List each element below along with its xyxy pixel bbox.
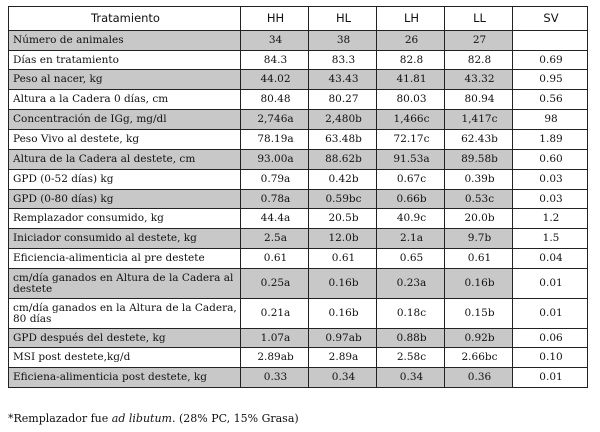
row-label: MSI post destete,kg/d xyxy=(9,348,241,368)
cell-lh: 0.34 xyxy=(377,368,445,388)
row-label: cm/día ganados en Altura de la Cadera al destete xyxy=(9,269,241,299)
cell-lh: 0.23a xyxy=(377,269,445,299)
cell-hl: 2.89a xyxy=(309,348,377,368)
cell-hh: 2,746a xyxy=(241,110,309,130)
table-row xyxy=(9,229,588,249)
cell-hh: 84.3 xyxy=(241,51,309,70)
cell-sv: 0.01 xyxy=(513,368,588,388)
cell-sv: 1.2 xyxy=(513,209,588,229)
cell-hh: 0.33 xyxy=(241,368,309,388)
cell-ll: 80.94 xyxy=(445,90,513,110)
cell-lh: 82.8 xyxy=(377,51,445,70)
row-label: Remplazador consumido, kg xyxy=(9,209,241,229)
cell-hl: 83.3 xyxy=(309,51,377,70)
cell-sv: 1.5 xyxy=(513,229,588,249)
cell-hh: 78.19a xyxy=(241,130,309,150)
header-hl: HL xyxy=(309,7,377,31)
row-label: cm/día ganados en la Altura de la Cadera, 80 días xyxy=(9,299,241,329)
table-row xyxy=(9,368,588,388)
cell-lh: 72.17c xyxy=(377,130,445,150)
table-row xyxy=(9,110,588,130)
cell-ll: 20.0b xyxy=(445,209,513,229)
table-row xyxy=(9,170,588,190)
table-row xyxy=(9,329,588,348)
results-table-container xyxy=(8,6,588,388)
header-treatment: Tratamiento xyxy=(9,7,241,31)
table-row xyxy=(9,269,588,299)
row-label: Iniciador consumido al destete, kg xyxy=(9,229,241,249)
cell-hl: 80.27 xyxy=(309,90,377,110)
footnote-italic: ad libutum xyxy=(111,412,172,425)
table-row xyxy=(9,70,588,90)
cell-sv: 0.03 xyxy=(513,170,588,190)
table-row xyxy=(9,348,588,368)
cell-hh: 0.79a xyxy=(241,170,309,190)
row-label: Peso Vivo al destete, kg xyxy=(9,130,241,150)
cell-hh: 44.4a xyxy=(241,209,309,229)
footnote-prefix: *Remplazador fue xyxy=(8,412,112,425)
cell-lh: 2.58c xyxy=(377,348,445,368)
cell-hl: 38 xyxy=(309,31,377,51)
table-row xyxy=(9,209,588,229)
cell-lh: 91.53a xyxy=(377,150,445,170)
cell-lh: 0.18c xyxy=(377,299,445,329)
cell-ll: 82.8 xyxy=(445,51,513,70)
cell-ll: 0.36 xyxy=(445,368,513,388)
cell-hl: 88.62b xyxy=(309,150,377,170)
cell-sv: 0.56 xyxy=(513,90,588,110)
table-header-row xyxy=(9,7,588,31)
cell-hh: 0.78a xyxy=(241,190,309,209)
cell-hh: 0.61 xyxy=(241,249,309,269)
cell-ll: 0.16b xyxy=(445,269,513,299)
table-row xyxy=(9,299,588,329)
row-label: Número de animales xyxy=(9,31,241,51)
row-label: Días en tratamiento xyxy=(9,51,241,70)
cell-ll: 62.43b xyxy=(445,130,513,150)
row-label: Eficiena-alimenticia post destete, kg xyxy=(9,368,241,388)
header-sv: SV xyxy=(513,7,588,31)
cell-hl: 0.16b xyxy=(309,269,377,299)
row-label: GPD después del destete, kg xyxy=(9,329,241,348)
cell-hh: 2.5a xyxy=(241,229,309,249)
row-label: Concentración de IGg, mg/dl xyxy=(9,110,241,130)
cell-sv: 0.04 xyxy=(513,249,588,269)
cell-hh: 1.07a xyxy=(241,329,309,348)
cell-hh: 80.48 xyxy=(241,90,309,110)
cell-hl: 0.16b xyxy=(309,299,377,329)
row-label: Altura a la Cadera 0 días, cm xyxy=(9,90,241,110)
cell-hl: 12.0b xyxy=(309,229,377,249)
cell-lh: 0.65 xyxy=(377,249,445,269)
row-label: Altura de la Cadera al destete, cm xyxy=(9,150,241,170)
row-label: Eficiencia-alimenticia al pre destete xyxy=(9,249,241,269)
results-table-body xyxy=(9,7,588,388)
cell-lh: 0.88b xyxy=(377,329,445,348)
table-row xyxy=(9,130,588,150)
cell-hh: 44.02 xyxy=(241,70,309,90)
cell-ll: 89.58b xyxy=(445,150,513,170)
cell-ll: 1,417c xyxy=(445,110,513,130)
cell-hh: 0.25a xyxy=(241,269,309,299)
cell-ll: 2.66bc xyxy=(445,348,513,368)
footnote xyxy=(8,412,299,425)
cell-lh: 1,466c xyxy=(377,110,445,130)
row-label: Peso al nacer, kg xyxy=(9,70,241,90)
cell-sv: 1.89 xyxy=(513,130,588,150)
cell-sv: 98 xyxy=(513,110,588,130)
row-label: GPD (0-80 días) kg xyxy=(9,190,241,209)
cell-hh: 2.89ab xyxy=(241,348,309,368)
footnote-suffix: . (28% PC, 15% Grasa) xyxy=(171,412,299,425)
cell-ll: 43.32 xyxy=(445,70,513,90)
cell-sv: 0.01 xyxy=(513,269,588,299)
cell-ll: 0.92b xyxy=(445,329,513,348)
results-table xyxy=(8,6,588,388)
cell-hh: 0.21a xyxy=(241,299,309,329)
cell-hl: 0.97ab xyxy=(309,329,377,348)
cell-ll: 0.53c xyxy=(445,190,513,209)
table-row xyxy=(9,51,588,70)
cell-hl: 63.48b xyxy=(309,130,377,150)
cell-hl: 43.43 xyxy=(309,70,377,90)
cell-ll: 0.61 xyxy=(445,249,513,269)
table-row xyxy=(9,150,588,170)
cell-lh: 80.03 xyxy=(377,90,445,110)
cell-hl: 20.5b xyxy=(309,209,377,229)
cell-ll: 0.15b xyxy=(445,299,513,329)
cell-hl: 0.61 xyxy=(309,249,377,269)
table-row xyxy=(9,249,588,269)
cell-sv xyxy=(513,31,588,51)
cell-ll: 9.7b xyxy=(445,229,513,249)
cell-sv: 0.01 xyxy=(513,299,588,329)
header-lh: LH xyxy=(377,7,445,31)
cell-sv: 0.03 xyxy=(513,190,588,209)
cell-sv: 0.95 xyxy=(513,70,588,90)
cell-hl: 2,480b xyxy=(309,110,377,130)
cell-lh: 40.9c xyxy=(377,209,445,229)
table-row xyxy=(9,31,588,51)
cell-sv: 0.60 xyxy=(513,150,588,170)
cell-hh: 93.00a xyxy=(241,150,309,170)
cell-sv: 0.06 xyxy=(513,329,588,348)
cell-hh: 34 xyxy=(241,31,309,51)
cell-lh: 0.67c xyxy=(377,170,445,190)
cell-lh: 41.81 xyxy=(377,70,445,90)
cell-ll: 0.39b xyxy=(445,170,513,190)
cell-lh: 0.66b xyxy=(377,190,445,209)
cell-hl: 0.59bc xyxy=(309,190,377,209)
table-row xyxy=(9,90,588,110)
cell-ll: 27 xyxy=(445,31,513,51)
cell-hl: 0.34 xyxy=(309,368,377,388)
cell-lh: 2.1a xyxy=(377,229,445,249)
cell-sv: 0.10 xyxy=(513,348,588,368)
row-label: GPD (0-52 días) kg xyxy=(9,170,241,190)
table-row xyxy=(9,190,588,209)
cell-hl: 0.42b xyxy=(309,170,377,190)
cell-lh: 26 xyxy=(377,31,445,51)
cell-sv: 0.69 xyxy=(513,51,588,70)
header-ll: LL xyxy=(445,7,513,31)
header-hh: HH xyxy=(241,7,309,31)
